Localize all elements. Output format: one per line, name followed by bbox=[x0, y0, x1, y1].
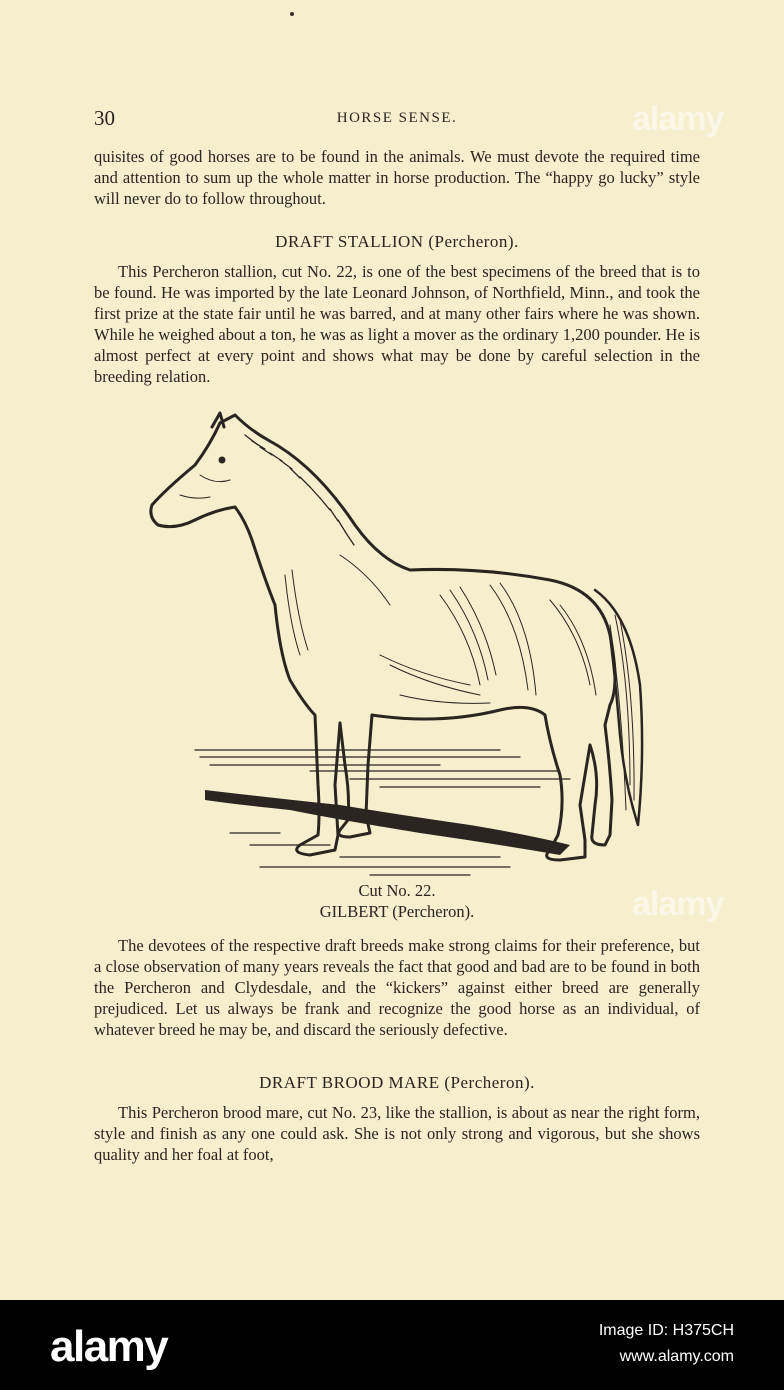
heading-draft-stallion: DRAFT STALLION (Percheron). bbox=[275, 232, 519, 251]
print-speck bbox=[290, 12, 294, 16]
paragraph-mare-description: This Percheron brood mare, cut No. 23, like the stallion, is about as near the right form, style and finish as any one could ask. She is not only strong and vigorous, but she shows quality and her foal at foot, bbox=[94, 1103, 700, 1164]
watermark-bottom: alamy bbox=[632, 885, 724, 923]
page-header bbox=[94, 106, 700, 134]
heading-draft-brood-mare: DRAFT BROOD MARE (Percheron). bbox=[259, 1073, 535, 1092]
figure-caption-cut: Cut No. 22. bbox=[358, 881, 436, 900]
watermark-top: alamy bbox=[632, 100, 724, 138]
paragraph-draft-breeds: The devotees of the respective draft breeds make strong claims for their preference, but a close observation of many years reveals the fact that good and bad are to be found in both the Percheron and Clydesdale, and the “kickers” against either breed are generally prejudiced. Let us always be frank and recognize the good horse as an individual, of whatever breed he may be, and discard the seriously defective. bbox=[94, 936, 700, 1039]
footer-url: www.alamy.com bbox=[619, 1348, 734, 1365]
running-head: HORSE SENSE. bbox=[336, 110, 458, 126]
page-number: 30 bbox=[94, 106, 115, 130]
paragraph-stallion-description: This Percheron stallion, cut No. 22, is one of the best specimens of the breed that is to be found. He was imported by the late Leonard Johnson, of Northfield, Minn., and took the first prize at the state fair until he was barred, and at many other fairs where he was shown. While he weighed about a ton, he was as light a mover as the ordinary 1,200 pounder. He is almost perfect at every point and shows what may be done by careful selection in the breeding relation. bbox=[94, 262, 700, 386]
paragraph-continued: quisites of good horses are to be found in the animals. We must devote the required time and attention to sum up the whole matter in horse production. The “happy go lucky” style will never do to follow throughout. bbox=[94, 147, 700, 208]
horse-engraving-illustration bbox=[140, 405, 660, 880]
image-id: Image ID: H375CH bbox=[598, 1322, 734, 1339]
figure-caption-title: GILBERT (Percheron). bbox=[319, 902, 475, 921]
stock-footer-bar bbox=[0, 1300, 784, 1390]
alamy-logo: alamy bbox=[50, 1322, 168, 1371]
